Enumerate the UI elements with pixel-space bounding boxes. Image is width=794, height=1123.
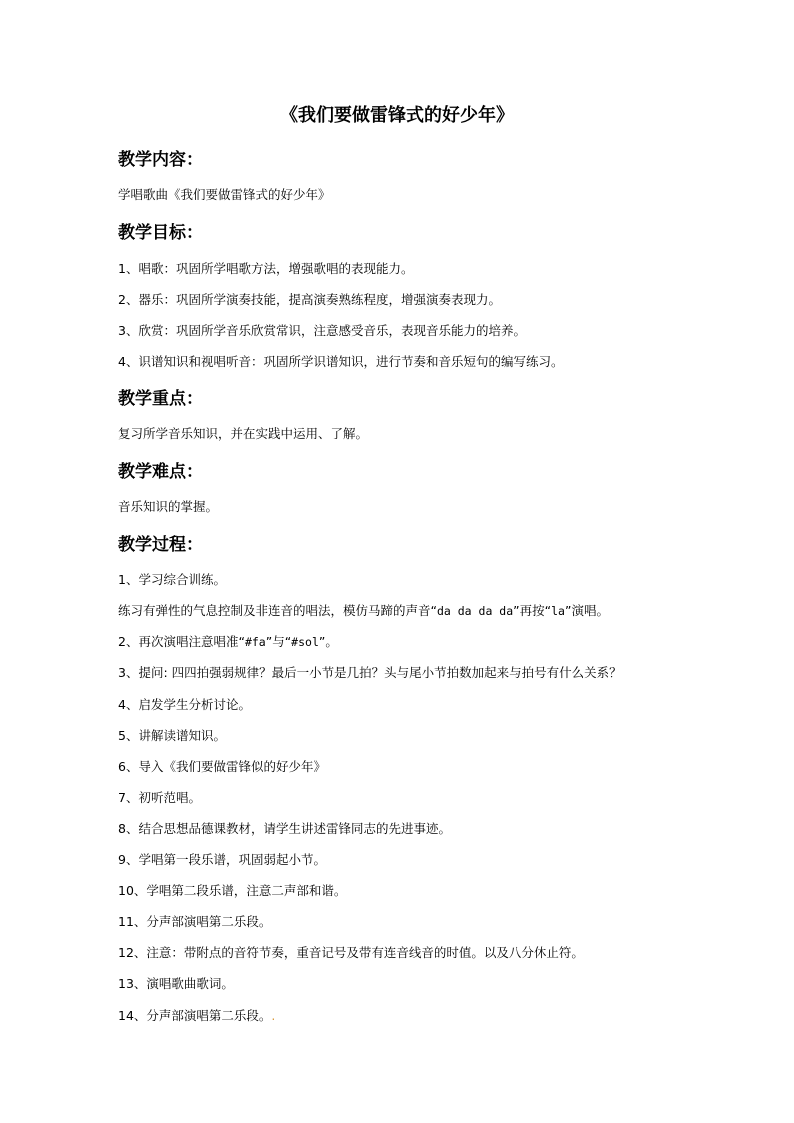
process-step: 6、导入《我们要做雷锋似的好少年》 [118, 759, 326, 774]
detail-text-part: 练习有弹性的气息控制及非连音的唱法，模仿马蹄的声音“ [118, 603, 437, 618]
key-points-text: 复习所学音乐知识，并在实践中运用、了解。 [118, 426, 369, 441]
process-step: 11、分声部演唱第二乐段。 [118, 914, 272, 929]
process-step: 7、初听范唱。 [118, 790, 201, 805]
process-step-text: 14、分声部演唱第二乐段。 [118, 1008, 272, 1023]
process-step: 13、演唱歌曲歌词。 [118, 976, 234, 991]
section-heading-content: 教学内容： [118, 150, 203, 170]
process-step-1: 1、学习综合训练。 [118, 572, 226, 587]
detail-text-part: ”再按“ [513, 603, 552, 618]
process-step: 4、启发学生分析讨论。 [118, 697, 251, 712]
trailing-mark: . [271, 1008, 276, 1023]
process-step-1-detail [118, 602, 609, 620]
note-sol: #sol [291, 635, 319, 649]
goal-item: 4、识谱知识和视唱听音：巩固所学识谱知识，进行节奏和音乐短句的编写练习。 [118, 354, 564, 369]
section-heading-difficulties: 教学难点： [118, 462, 203, 482]
process-step: 3、提问: 四四拍强弱规律？最后一小节是几拍？头与尾小节拍数加起来与拍号有什么关系？ [118, 665, 622, 680]
goal-item: 2、器乐：巩固所学演奏技能，提高演奏熟练程度，增强演奏表现力。 [118, 292, 501, 307]
section-heading-key-points: 教学重点： [118, 389, 203, 409]
content-text: 学唱歌曲《我们要做雷锋式的好少年》 [118, 187, 331, 202]
syllables-text: da da da da [436, 604, 514, 618]
process-step-last [118, 1007, 275, 1025]
process-step: 9、学唱第一段乐谱，巩固弱起小节。 [118, 852, 326, 867]
process-step: 8、结合思想品德课教材，请学生讲述雷锋同志的先进事迹。 [118, 821, 451, 836]
step-text-part: ”与“ [265, 634, 292, 649]
section-heading-process: 教学过程： [118, 535, 203, 555]
goal-item: 1、唱歌：巩固所学唱歌方法，增强歌唱的表现能力。 [118, 261, 414, 276]
process-step: 12、注意：带附点的音符节奏，重音记号及带有连音线音的时值。以及八分休止符。 [118, 945, 584, 960]
syllable-la: la [551, 604, 565, 618]
process-step-2 [118, 633, 338, 651]
section-heading-goals: 教学目标： [118, 223, 203, 243]
process-step: 10、学唱第二段乐谱，注意二声部和谐。 [118, 883, 347, 898]
difficulties-text: 音乐知识的掌握。 [118, 499, 219, 514]
process-step: 5、讲解读谱知识。 [118, 728, 226, 743]
goal-item: 3、欣赏：巩固所学音乐欣赏常识，注意感受音乐，表现音乐能力的培养。 [118, 323, 526, 338]
detail-text-part: ”演唱。 [564, 603, 609, 618]
note-fa: #fa [244, 635, 266, 649]
step-text-part: 2、再次演唱注意唱准“ [118, 634, 245, 649]
step-text-part: ”。 [318, 634, 338, 649]
document-title: 《我们要做雷锋式的好少年》 [280, 105, 514, 126]
